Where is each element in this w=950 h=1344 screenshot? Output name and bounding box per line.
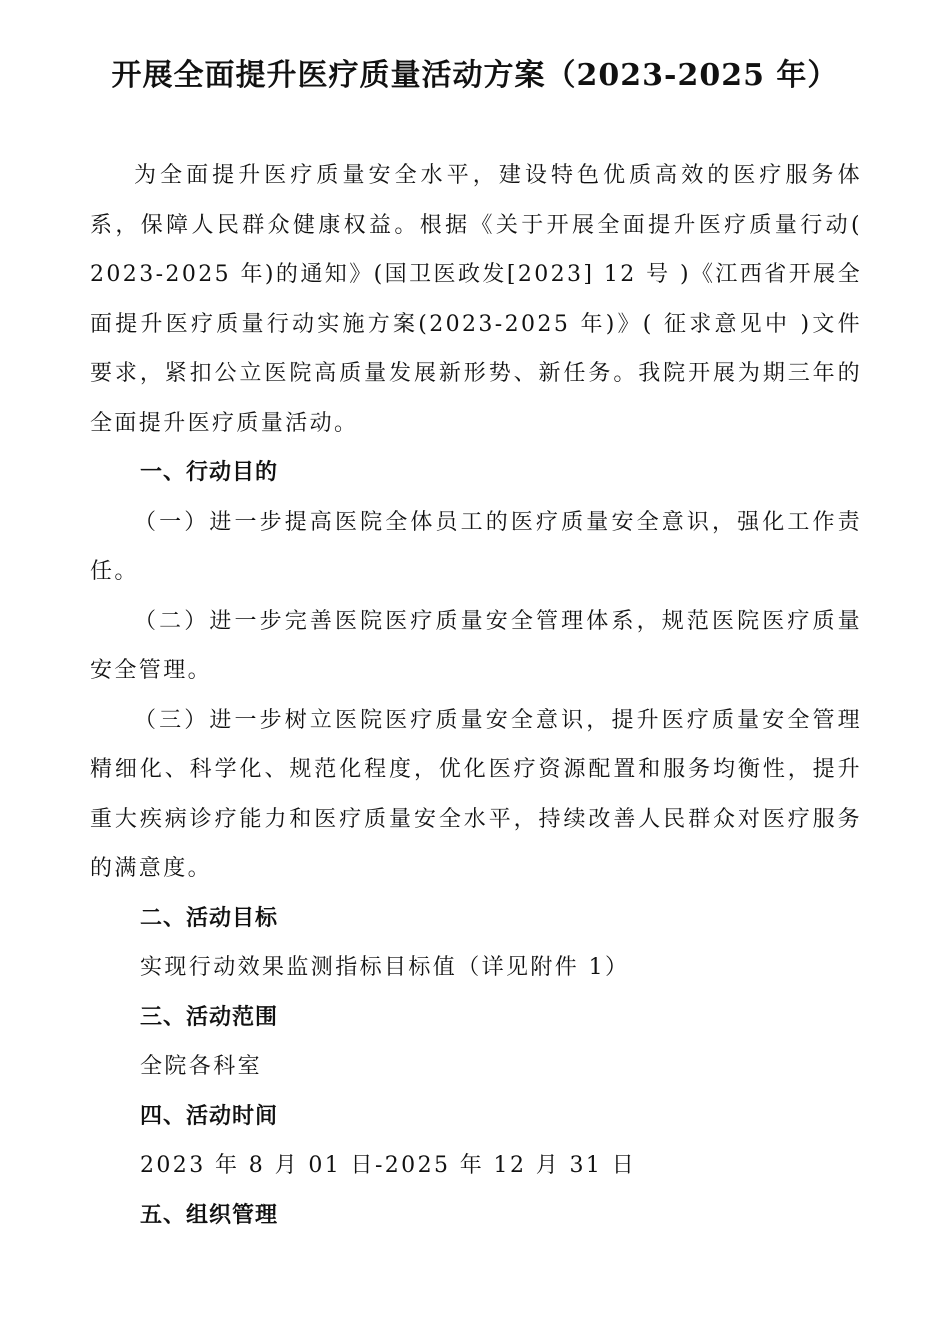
document-title: 开展全面提升医疗质量活动方案（2023-2025 年） (111, 58, 839, 93)
section-heading-scope: 三、活动范围 (140, 1004, 279, 1030)
section-heading-goals: 二、活动目标 (140, 905, 279, 931)
document-body (90, 151, 862, 1240)
purpose-item-1: （一）进一步提高医院全体员工的医疗质量安全意识，强化工作责任。 (90, 509, 862, 584)
purpose-item-2: （二）进一步完善医院医疗质量安全管理体系，规范医院医疗质量安全管理。 (90, 608, 862, 683)
time-text: 2023 年 8 月 01 日-2025 年 12 月 31 日 (140, 1153, 637, 1178)
goals-text: 实现行动效果监测指标目标值（详见附件 1） (140, 955, 630, 980)
scope-text: 全院各科室 (140, 1054, 263, 1079)
section-heading-organization: 五、组织管理 (140, 1202, 279, 1228)
purpose-item-3: （三）进一步树立医院医疗质量安全意识，提升医疗质量安全管理精细化、科学化、规范化程度，优化医疗资源配置和服务均衡性，提升重大疾病诊疗能力和医疗质量安全水平，持续改善人民群众对医疗服务的满意度。 (90, 707, 862, 881)
section-heading-time: 四、活动时间 (140, 1103, 279, 1129)
intro-paragraph: 为全面提升医疗质量安全水平，建设特色优质高效的医疗服务体系，保障人民群众健康权益。根据《关于开展全面提升医疗质量行动( 2023-2025 年)的通知》(国卫医政发[2023] 12 号 )《江西省开展全面提升医疗质量行动实施方案(2023-2025 年)》( 征求意见中 )文件要求，紧扣公立医院高质量发展新形势、新任务。我院开展为期三年的全面提升医疗质量活动。 (90, 163, 862, 436)
section-heading-purpose: 一、行动目的 (140, 460, 279, 485)
